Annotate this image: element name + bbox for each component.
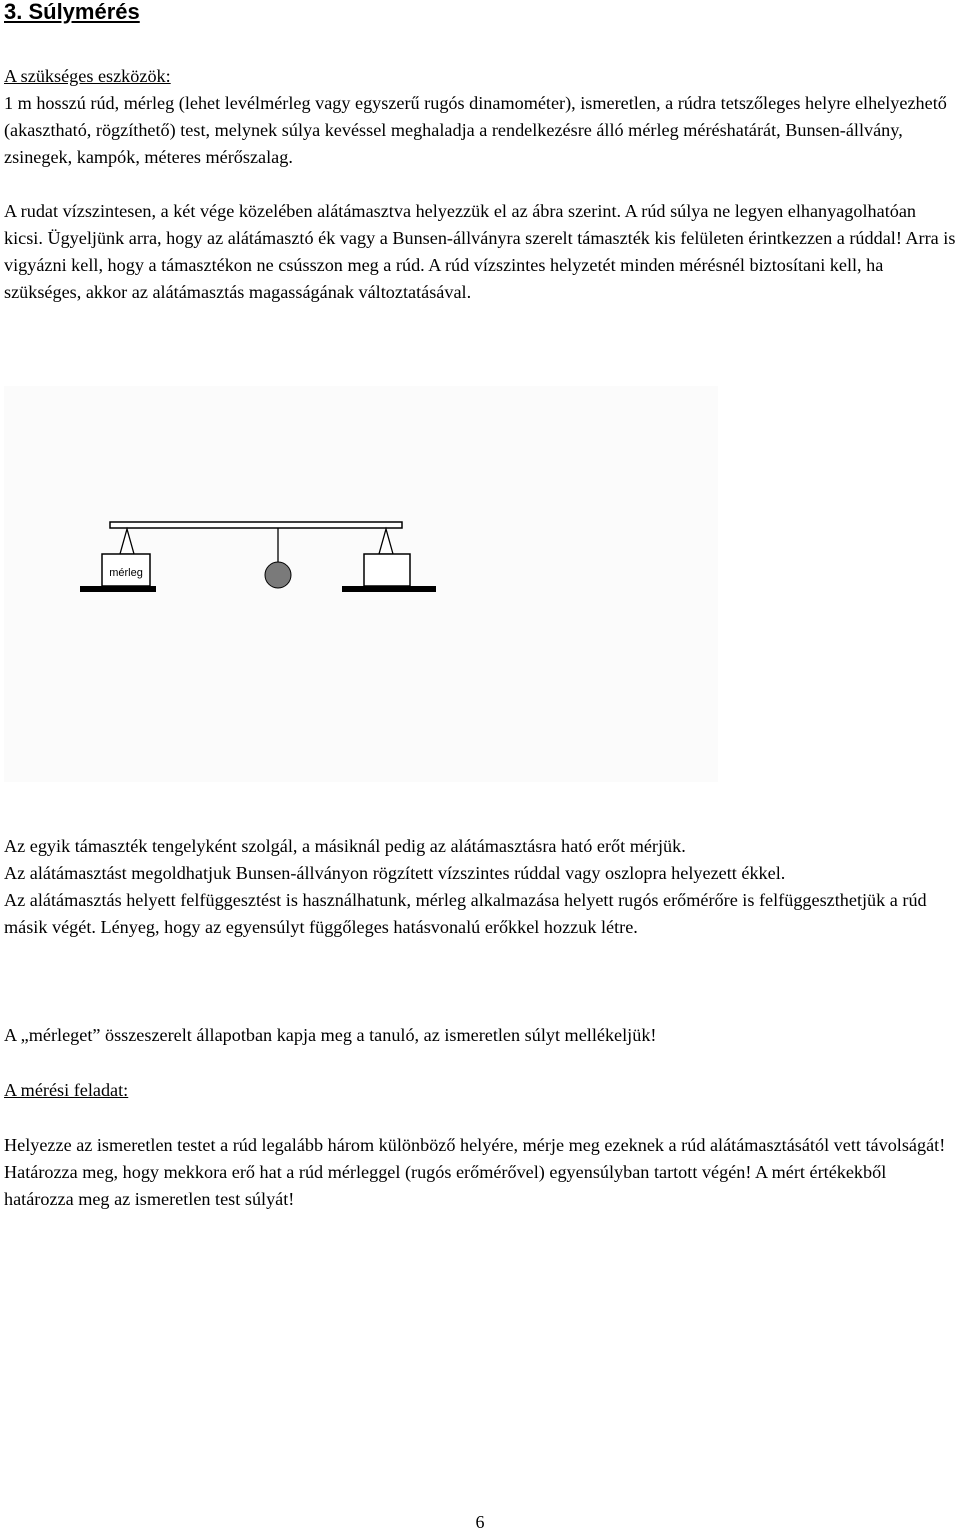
- notes-line-3: Az alátámasztás helyett felfüggesztést is használhatunk, mérleg alkalmazása helyett rugós erőmérőre is felfüggeszthetjük a rúd másik végét. Lényeg, hogy az egyensúlyt függőleges hatásvonalú erőkkel hozzuk létre.: [4, 890, 927, 937]
- rod: [110, 522, 402, 528]
- equipment-section: [4, 63, 956, 171]
- support-block: [364, 554, 410, 586]
- setup-figure: [0, 380, 960, 790]
- setup-diagram: [0, 380, 960, 790]
- equipment-text: 1 m hosszú rúd, mérleg (lehet levélmérleg vagy egyszerű rugós dinamométer), ismeretlen, a rúdra tetszőleges helyre elhelyezhető (akasztható, rögzíthető) test, melynek súlya kevéssel meghaladja a rendelkezésre álló mérleg méréshatárát, Bunsen-állvány, zsinegek, kampók, méteres mérőszalag.: [4, 93, 947, 167]
- notes-section: [4, 833, 956, 941]
- task-heading: A mérési feladat:: [4, 1080, 129, 1100]
- page-number: 6: [475, 1512, 485, 1532]
- section-title: 3. Súlymérés: [4, 0, 140, 24]
- unknown-weight: [265, 562, 291, 588]
- assembly-note: A „mérleget” összeszerelt állapotban kapja meg a tanuló, az ismeretlen súlyt mellékeljük!: [4, 1025, 657, 1045]
- right-base: [342, 586, 436, 592]
- equipment-heading: A szükséges eszközök:: [4, 66, 171, 86]
- setup-paragraph: A rudat vízszintesen, a két vége közelében alátámasztva helyezzük el az ábra szerint. A rúd súlya ne legyen elhanyagolhatóan kicsi. Ügyeljünk arra, hogy az alátámasztó ék vagy a Bunsen-állványra szerelt támaszték kis felületen érintkezzen a rúddal! Arra is vigyázni kell, hogy a támasztékon ne csússzon meg a rúd. A rúd vízszintes helyzetét minden mérésnél biztosítani kell, ha szükséges, akkor az alátámasztás magasságának változtatásával.: [4, 201, 956, 302]
- notes-line-2: Az alátámasztást megoldhatjuk Bunsen-állványon rögzített vízszintes rúddal vagy oszlopra helyezett ékkel.: [4, 863, 786, 883]
- notes-line-1: Az egyik támaszték tengelyként szolgál, a másiknál pedig az alátámasztásra ható erőt mérjük.: [4, 836, 686, 856]
- scale-label: mérleg: [109, 567, 143, 579]
- left-base: [80, 586, 156, 592]
- task-paragraph: Helyezze az ismeretlen testet a rúd legalább három különböző helyére, mérje meg ezeknek a rúd alátámasztásától vett távolságát! Határozza meg, hogy mekkora erő hat a rúd mérleggel (rugós erőmérővel) egyensúlyban tartott végén! A mért értékekből határozza meg az ismeretlen test súlyát!: [4, 1135, 946, 1209]
